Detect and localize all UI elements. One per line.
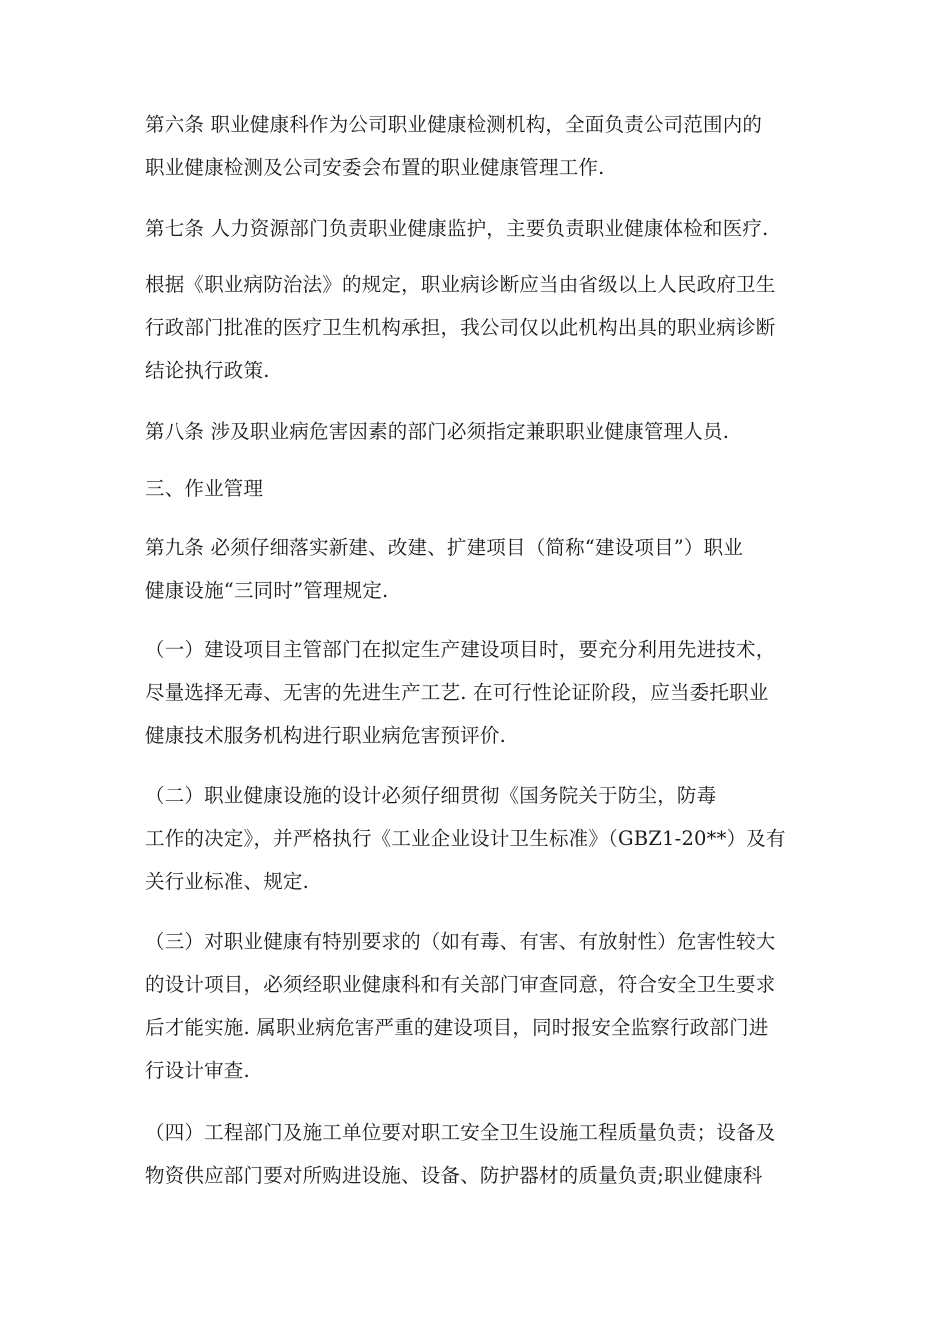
item-1-paragraph: [145, 628, 835, 757]
article-7-paragraph: [145, 207, 835, 250]
item-2-paragraph: [145, 774, 835, 903]
article-6-paragraph: [145, 103, 835, 189]
text-line: （三）对职业健康有特别要求的（如有毒、有害、有放射性）危害性较大: [145, 930, 776, 953]
text-line: 物资供应部门要对所购进设施、设备、防护器材的质量负责;职业健康科: [145, 1164, 763, 1187]
article-9-paragraph: [145, 526, 835, 612]
text-line: （四）工程部门及施工单位要对职工安全卫生设施工程质量负责；设备及: [145, 1121, 776, 1144]
text-line: 工作的决定》，并严格执行《工业企业设计卫生标准》（GBZ1-20**）及有: [145, 827, 786, 850]
text-line: 的设计项目，必须经职业健康科和有关部门审查同意，符合安全卫生要求: [145, 973, 776, 996]
text-line: 第九条 必须仔细落实新建、改建、扩建项目（简称“建设项目”）职业: [145, 536, 744, 559]
section-heading: [145, 467, 835, 510]
text-line: 结论执行政策.: [145, 359, 270, 382]
article-8-paragraph: [145, 410, 835, 453]
text-line: （二）职业健康设施的设计必须仔细贯彻《国务院关于防尘，防毒: [145, 784, 717, 807]
text-line: 行政部门批准的医疗卫生机构承担，我公司仅以此机构出具的职业病诊断: [145, 316, 776, 339]
text-line: 第八条 涉及职业病危害因素的部门必须指定兼职职业健康管理人员.: [145, 420, 730, 443]
text-line: 三、作业管理: [145, 477, 264, 500]
text-line: 行设计审查.: [145, 1059, 250, 1082]
text-line: 第六条 职业健康科作为公司职业健康检测机构，全面负责公司范围内的: [145, 113, 763, 136]
text-line: 根据《职业病防治法》的规定，职业病诊断应当由省级以上人民政府卫生: [145, 273, 776, 296]
text-line: 职业健康检测及公司安委会布置的职业健康管理工作.: [145, 156, 605, 179]
text-line: 后才能实施. 属职业病危害严重的建设项目，同时报安全监察行政部门进: [145, 1016, 769, 1039]
text-line: （一）建设项目主管部门在拟定生产建设项目时，要充分利用先进技术，: [145, 638, 776, 661]
text-line: 关行业标准、规定.: [145, 870, 309, 893]
text-line: 健康技术服务机构进行职业病危害预评价.: [145, 724, 506, 747]
diagnosis-note-paragraph: [145, 263, 835, 392]
item-4-paragraph: [145, 1111, 835, 1197]
text-line: 健康设施“三同时”管理规定.: [145, 579, 389, 602]
text-line: 第七条 人力资源部门负责职业健康监护，主要负责职业健康体检和医疗.: [145, 217, 769, 240]
text-line: 尽量选择无毒、无害的先进生产工艺. 在可行性论证阶段，应当委托职业: [145, 681, 769, 704]
item-3-paragraph: [145, 920, 835, 1092]
